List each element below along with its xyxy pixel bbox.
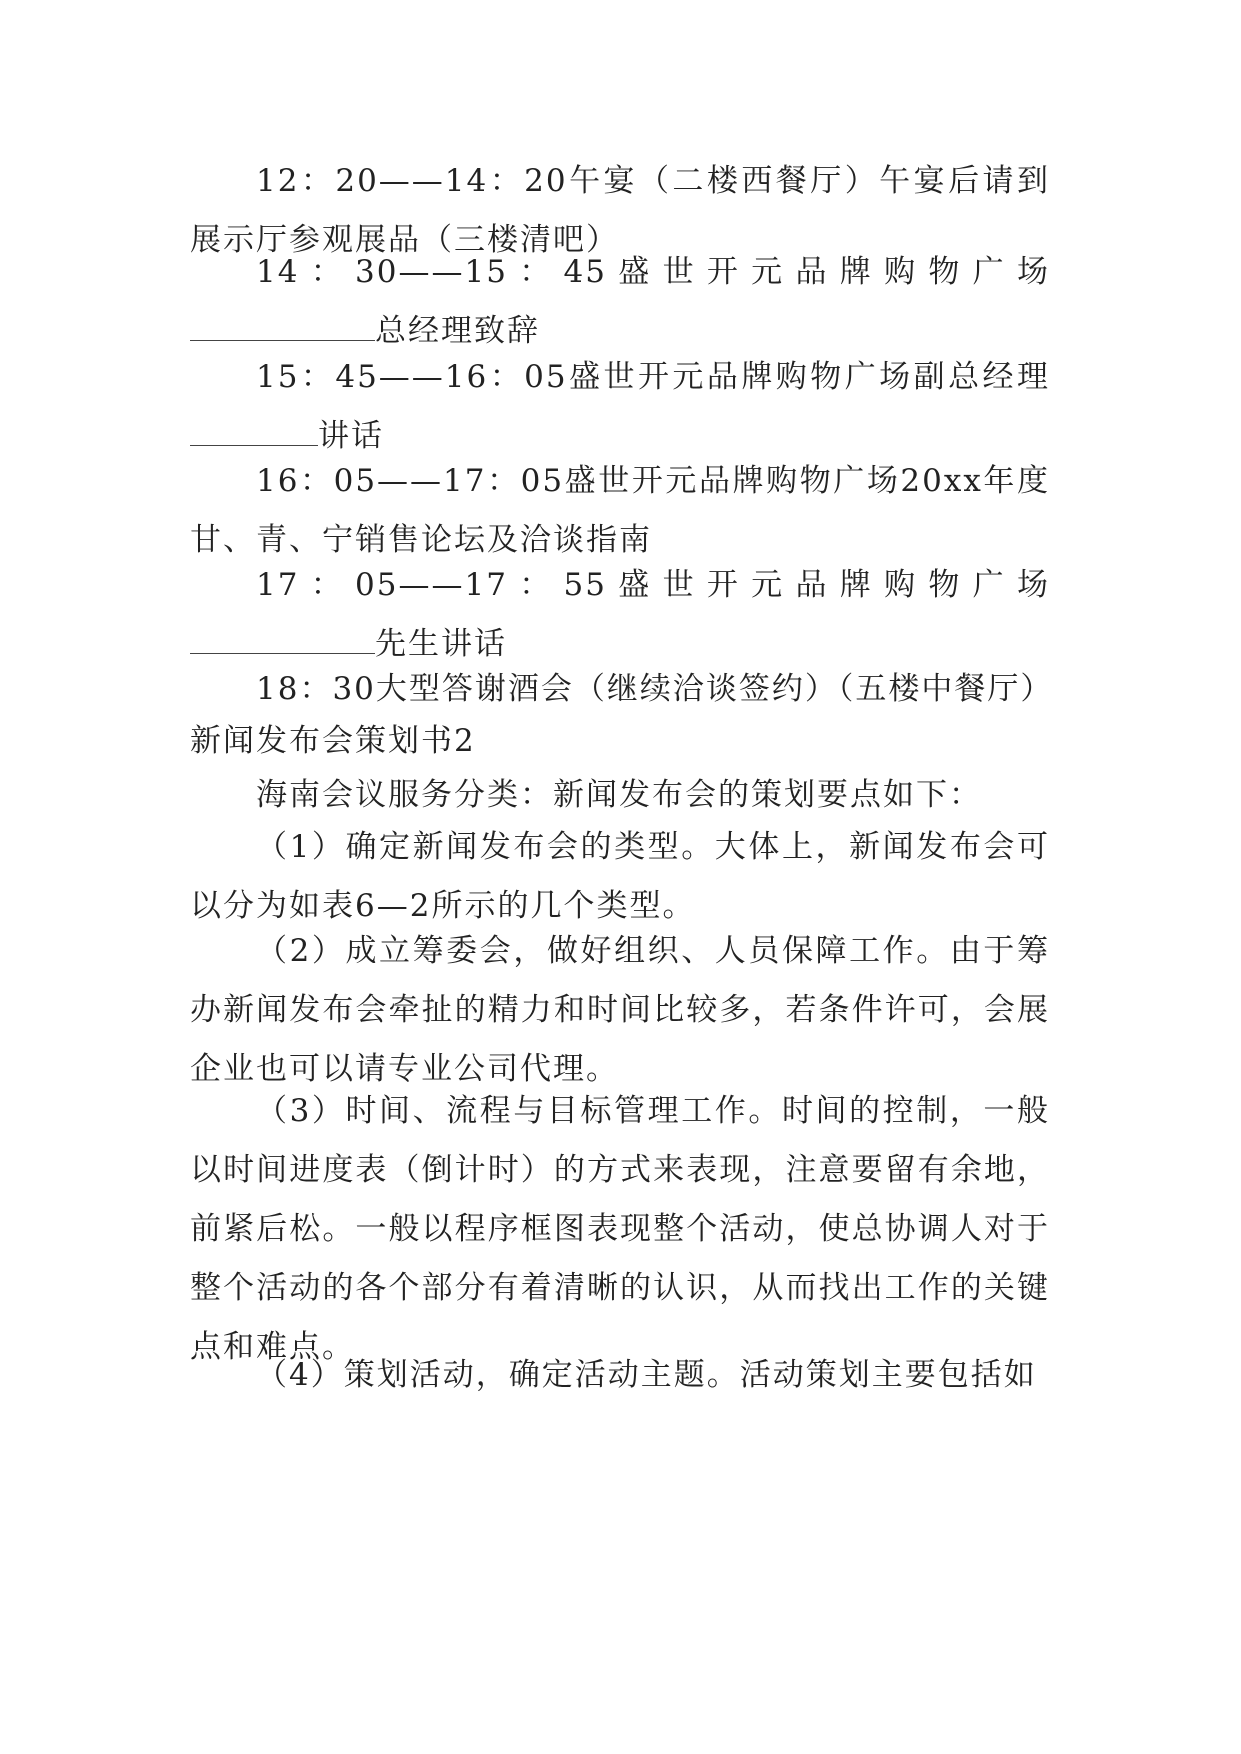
name-blank bbox=[190, 444, 318, 446]
intro-paragraph: 海南会议服务分类：新闻发布会的策划要点如下： bbox=[256, 777, 982, 813]
schedule-banquet: 18：30大型答谢酒会（继续洽谈签约）（五楼中餐厅） bbox=[256, 671, 1054, 707]
name-blank bbox=[190, 339, 375, 341]
point-4: （4）策划活动，确定活动主题。活动策划主要包括如 bbox=[256, 1357, 1037, 1393]
point-3: （3）时间、流程与目标管理工作。时间的控制，一般以时间进度表（倒计时）的方式来表现，注意要留有余地，前紧后松。一般以程序框图表现整个活动，使总协调人对于整个活动的各个部分有着清晰的认识，从而找出工作的关键点和难点。 bbox=[190, 1093, 1050, 1365]
point-2: （2）成立筹委会，做好组织、人员保障工作。由于筹办新闻发布会牵扯的精力和时间比较多，若条件许可，会展企业也可以请专业公司代理。 bbox=[190, 933, 1050, 1087]
schedule-gm-speech-text: 14：30——15：45盛世开元品牌购物广场 bbox=[256, 254, 1050, 290]
schedule-lunch: 12：20——14：20午宴（二楼西餐厅）午宴后请到展示厅参观展品（三楼清吧） bbox=[190, 163, 1050, 258]
schedule-gm-speech-tail: 总经理致辞 bbox=[375, 313, 540, 349]
section-heading: 新闻发布会策划书2 bbox=[190, 723, 476, 759]
schedule-guest-speech-tail: 先生讲话 bbox=[375, 626, 507, 662]
name-blank bbox=[190, 652, 375, 654]
point-1: （1）确定新闻发布会的类型。大体上，新闻发布会可以分为如表6—2所示的几个类型。 bbox=[190, 829, 1050, 924]
schedule-deputy-speech-tail: 讲话 bbox=[318, 418, 384, 454]
schedule-deputy-speech-text: 15：45——16：05盛世开元品牌购物广场副总经理 bbox=[256, 359, 1050, 395]
schedule-gm-speech bbox=[190, 243, 1050, 361]
schedule-guest-speech bbox=[190, 556, 1050, 674]
schedule-deputy-speech bbox=[190, 348, 1050, 466]
schedule-forum: 16：05——17：05盛世开元品牌购物广场20xx年度甘、青、宁销售论坛及洽谈指南 bbox=[190, 463, 1050, 558]
schedule-guest-speech-text: 17：05——17：55盛世开元品牌购物广场 bbox=[256, 567, 1050, 603]
